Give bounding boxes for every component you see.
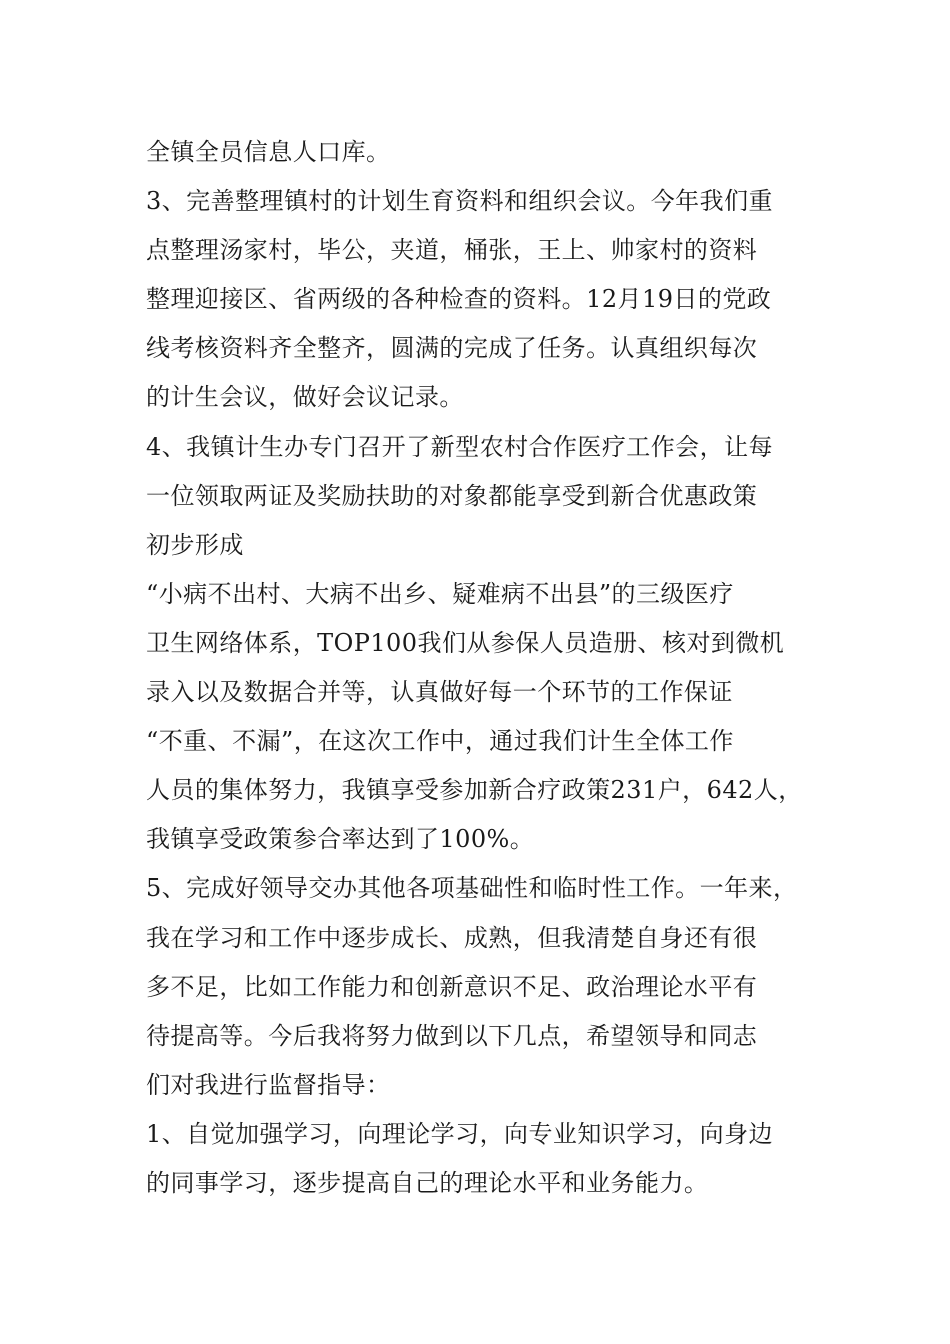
text-line: 线考核资料齐全整齐，圆满的完成了任务。认真组织每次 [146,334,758,363]
text-line: 我在学习和工作中逐步成长、成熟，但我清楚自身还有很 [146,923,758,952]
text-line: 3、完善整理镇村的计划生育资料和组织会议。今年我们重 [146,187,773,216]
text-line: 点整理汤家村，毕公，夹道，桶张，王上、帅家村的资料 [146,236,758,265]
text-line: 5、完成好领导交办其他各项基础性和临时性工作。一年来， [146,874,798,903]
text-line: “小病不出村、大病不出乡、疑难病不出县”的三级医疗 [146,579,734,608]
text-line: 我镇享受政策参合率达到了100%。 [146,825,535,854]
text-line: 的计生会议，做好会议记录。 [146,383,464,412]
text-line: 全镇全员信息人口库。 [146,138,391,166]
text-line: 录入以及数据合并等，认真做好每一个环节的工作保证 [146,678,733,707]
text-line: 的同事学习，逐步提高自己的理论水平和业务能力。 [146,1168,709,1197]
document-body [146,128,826,1208]
text-line: 初步形成 [146,530,244,559]
text-line: 整理迎接区、省两级的各种检查的资料。12月19日的党政 [146,285,772,314]
text-line: “不重、不漏”，在这次工作中，通过我们计生全体工作 [146,727,734,756]
text-line: 多不足，比如工作能力和创新意识不足、政治理论水平有 [146,972,758,1001]
text-line: 一位领取两证及奖励扶助的对象都能享受到新合优惠政策 [146,481,758,510]
text-line: 1、自觉加强学习，向理论学习，向专业知识学习，向身边 [146,1119,773,1148]
text-line: 人员的集体努力，我镇享受参加新合疗政策231户，642人， [146,776,803,805]
text-line: 4、我镇计生办专门召开了新型农村合作医疗工作会，让每 [146,432,773,461]
text-line: 们对我进行监督指导： [146,1070,391,1099]
text-line: 卫生网络体系，TOP100我们从参保人员造册、核对到微机 [146,628,785,657]
text-line: 待提高等。今后我将努力做到以下几点，希望领导和同志 [146,1021,758,1050]
